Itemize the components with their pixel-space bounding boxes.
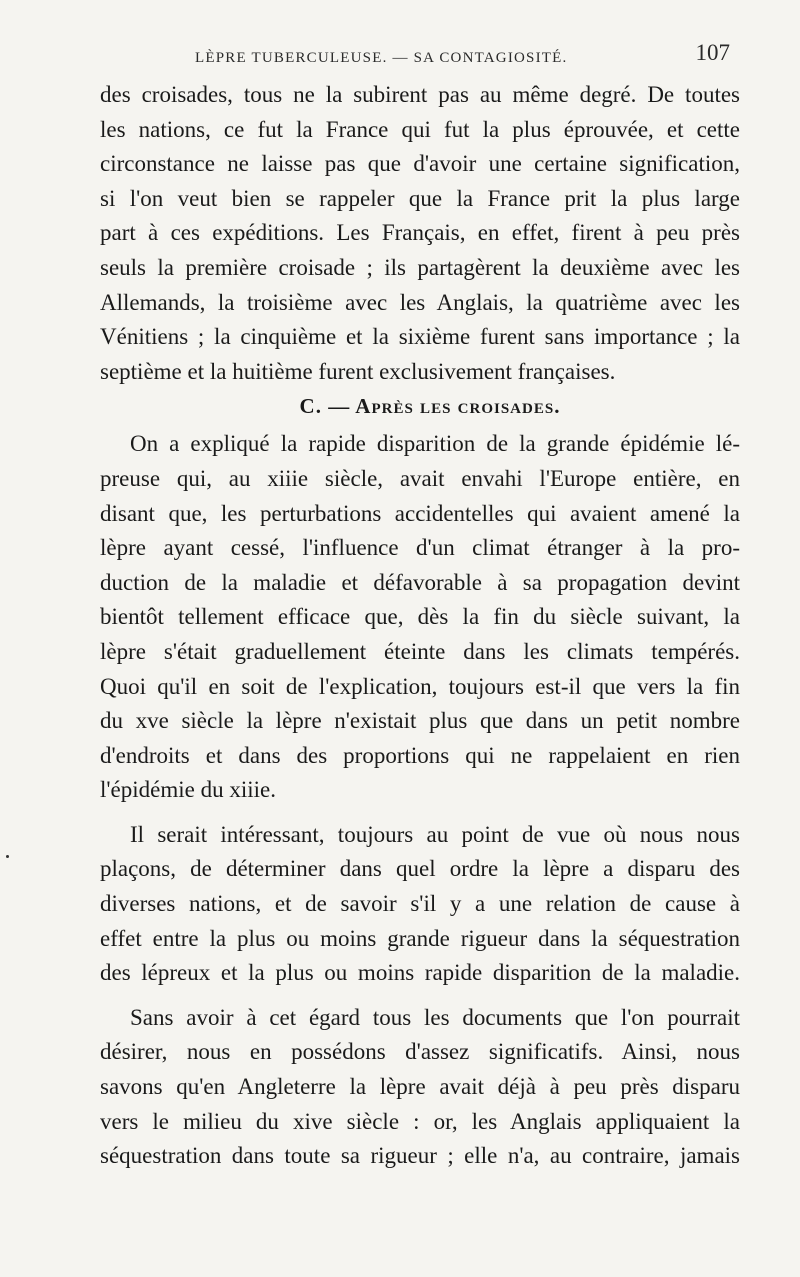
text-line: preuse qui, au xiiie siècle, avait envahi l'Europe entière, en xyxy=(100,465,740,491)
text-line: séquestration dans toute sa rigueur ; elle n'a, au contraire, jamais xyxy=(100,1143,740,1169)
running-head: LÈPRE TUBERCULEUSE. — SA CONTAGIOSITÉ. xyxy=(195,50,568,66)
margin-speck xyxy=(6,855,9,858)
text-line: du xve siècle la lèpre n'existait plus que dans un petit nombre xyxy=(100,708,740,734)
text-line: désirer, nous en possédons d'assez significatifs. Ainsi, nous xyxy=(100,1039,740,1065)
text-line: des croisades, tous ne la subirent pas au même degré. De toutes xyxy=(100,82,740,107)
text-line: seuls la première croisade ; ils partagèrent la deuxième avec les xyxy=(100,254,740,280)
text-line: Il serait intéressant, toujours au point de vue où nous nous xyxy=(130,821,740,847)
text-line: les nations, ce fut la France qui fut la plus éprouvée, et cette xyxy=(100,116,740,142)
section-heading: C. — Après les croisades. xyxy=(299,394,561,419)
text-line: Allemands, la troisième avec les Anglais, la quatrième avec les xyxy=(100,289,740,315)
text-line: lèpre ayant cessé, l'influence d'un climat étranger à la pro- xyxy=(100,535,740,561)
text-line: vers le milieu du xive siècle : or, les Anglais appliquaient la xyxy=(100,1108,740,1134)
text-line: effet entre la plus ou moins grande rigueur dans la séquestration xyxy=(100,925,740,951)
text-line: disant que, les perturbations accidentelles qui avaient amené la xyxy=(100,500,740,526)
text-line: diverses nations, et de savoir s'il y a une relation de cause à xyxy=(100,891,740,917)
text-line: d'endroits et dans des proportions qui ne rappelaient en rien xyxy=(100,742,740,768)
text-line: savons qu'en Angleterre la lèpre avait déjà à peu près disparu xyxy=(100,1074,740,1100)
text-line: Sans avoir à cet égard tous les documents que l'on pourrait xyxy=(130,1004,740,1030)
text-line: septième et la huitième furent exclusivement françaises. xyxy=(100,358,616,384)
text-line: des lépreux et la plus ou moins rapide disparition de la maladie. xyxy=(100,960,740,986)
text-line: circonstance ne laisse pas que d'avoir une certaine signification, xyxy=(100,151,740,177)
page-header xyxy=(100,40,740,74)
text-line: part à ces expéditions. Les Français, en effet, firent à peu près xyxy=(100,220,740,246)
body-text xyxy=(100,78,740,1174)
paragraph-3 xyxy=(100,818,740,991)
text-line: l'épidémie du xiiie. xyxy=(100,777,276,803)
paragraph-gap xyxy=(100,991,740,1001)
text-line: Quoi qu'il en soit de l'explication, toujours est-il que vers la fin xyxy=(100,673,740,699)
paragraph-1 xyxy=(100,78,740,389)
text-line: duction de la maladie et défavorable à sa propagation devint xyxy=(100,569,740,595)
text-line: si l'on veut bien se rappeler que la France prit la plus large xyxy=(100,185,740,211)
text-line: Vénitiens ; la cinquième et la sixième furent sans importance ; la xyxy=(100,324,740,350)
text-line: On a expliqué la rapide disparition de la grande épidémie lé- xyxy=(130,431,740,457)
paragraph-4 xyxy=(100,1001,740,1174)
text-line: bientôt tellement efficace que, dès la fin du siècle suivant, la xyxy=(100,604,740,630)
paragraph-gap xyxy=(100,808,740,818)
text-line: plaçons, de déterminer dans quel ordre la lèpre a disparu des xyxy=(100,856,740,882)
text-line: lèpre s'était graduellement éteinte dans les climats tempérés. xyxy=(100,638,740,664)
page-number: 107 xyxy=(695,40,730,65)
paragraph-2 xyxy=(100,427,740,808)
